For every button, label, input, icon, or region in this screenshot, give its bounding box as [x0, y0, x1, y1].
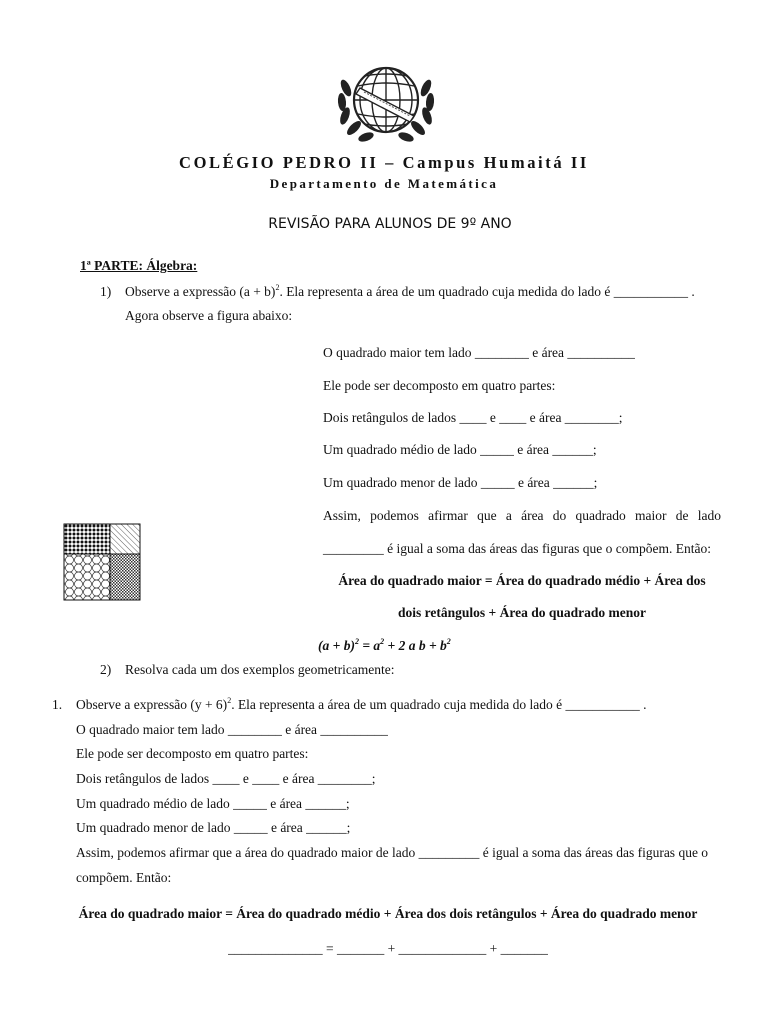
exercise-bold-statement: Área do quadrado maior = Área do quadrado médio + Área dos dois retângulos + Área do quadrado menor [78, 906, 698, 921]
school-logo [334, 58, 438, 148]
question-2-number: 2) [100, 662, 112, 677]
exercise-line-2: O quadrado maior tem lado ________ e área __________ [76, 722, 388, 737]
review-title: REVISÃO PARA ALUNOS DE 9º ANO [268, 216, 512, 232]
bold-statement-line-1: Área do quadrado maior = Área do quadrado médio + Área dos [338, 573, 706, 588]
decomposed-square-figure [56, 516, 148, 608]
exercise-1-line-1: Observe a expressão $(y + 6)^2$. Ela representa a área de um quadrado cuja medida do lado é ___________ . [76, 696, 647, 712]
conclusion-line-2: _________ é igual a soma das áreas das figuras que o compõem. Então: [323, 541, 712, 556]
question-1-number: 1) [100, 284, 112, 299]
side-line-3: Dois retângulos de lados ____ e ____ e área ________; [323, 410, 623, 425]
exercise-line-8: compõem. Então: [76, 870, 172, 885]
side-line-2: Ele pode ser decomposto em quatro partes: [323, 378, 556, 393]
exercise-line-7: Assim, podemos afirmar que a área do quadrado maior de lado _________ é igual a soma das áreas das figuras que o [76, 845, 709, 860]
expansion-formula: $(a + b)^2 = a^2 + 2$ a $b + b^2$ [318, 637, 451, 653]
department-name: Departamento de Matemática [269, 176, 499, 191]
conclusion-line-1: Assim, podemos afirmar que a área do quadrado maior de lado [323, 508, 721, 523]
exercise-line-5: Um quadrado médio de lado _____ e área ______; [76, 796, 350, 811]
question-2-text: Resolva cada um dos exemplos geometricamente: [125, 662, 395, 677]
exercise-1-number: 1. [52, 697, 63, 712]
side-line-5: Um quadrado menor de lado _____ e área ______; [323, 475, 598, 490]
exercise-line-4: Dois retângulos de lados ____ e ____ e área ________; [76, 771, 376, 786]
globe-laurel-icon [334, 58, 438, 148]
exercise-line-3: Ele pode ser decomposto em quatro partes: [76, 746, 309, 761]
side-line-1: O quadrado maior tem lado ________ e área __________ [323, 345, 635, 360]
blank-equation: ______________ = _______ + _____________ + _______ [228, 941, 548, 956]
part-heading: 1ª PARTE: Álgebra: [80, 258, 198, 273]
side-line-4: Um quadrado médio de lado _____ e área ______; [323, 442, 597, 457]
exercise-line-6: Um quadrado menor de lado _____ e área ______; [76, 820, 351, 835]
bold-statement-line-2: dois retângulos + Área do quadrado menor [398, 605, 646, 620]
school-name: COLÉGIO PEDRO II – Campus Humaitá II [179, 153, 589, 172]
question-1-line-2: Agora observe a figura abaixo: [125, 308, 293, 323]
question-1-line-1: Observe a expressão $(a + b)^2$. Ela representa a área de um quadrado cuja medida do lado é ___________ . [125, 283, 695, 299]
